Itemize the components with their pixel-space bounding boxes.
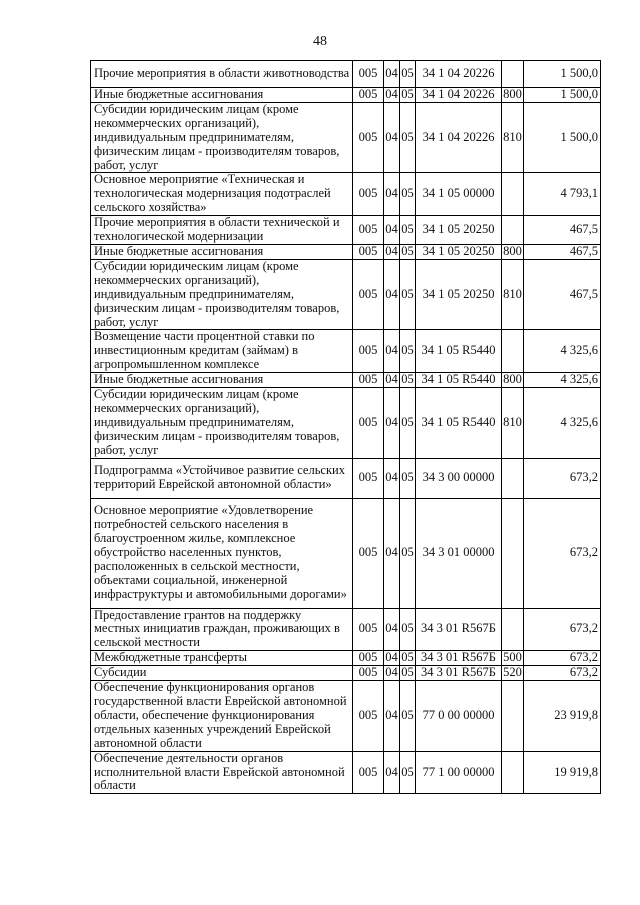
budget-table-body bbox=[91, 61, 601, 794]
cell-csr: 34 1 05 R5440 bbox=[416, 373, 502, 388]
cell-amount: 4 325,6 bbox=[524, 388, 601, 459]
table-row bbox=[91, 498, 601, 608]
cell-rz: 04 bbox=[385, 665, 398, 680]
cell-gr: 005 bbox=[353, 651, 384, 666]
cell-gr: 005 bbox=[353, 388, 384, 459]
cell-gr: 005 bbox=[353, 216, 384, 245]
cell-csr: 77 0 00 00000 bbox=[416, 681, 502, 752]
cell-gr: 005 bbox=[353, 88, 384, 103]
cell-pr: 05 bbox=[400, 388, 416, 459]
table-row bbox=[91, 666, 601, 681]
cell-vr bbox=[502, 458, 524, 498]
cell-vr bbox=[502, 498, 524, 608]
table-row bbox=[91, 388, 601, 459]
table-row bbox=[91, 458, 601, 498]
cell-csr: 34 1 05 20250 bbox=[416, 216, 502, 245]
cell-amount: 673,2 bbox=[524, 651, 601, 666]
table-row bbox=[91, 216, 601, 245]
cell-rz: 04 bbox=[384, 216, 400, 245]
cell-rz: 04 bbox=[384, 681, 400, 752]
cell-name: Иные бюджетные ассигнования bbox=[91, 373, 353, 388]
cell-vr bbox=[502, 751, 524, 794]
cell-amount: 467,5 bbox=[524, 216, 601, 245]
cell-vr: 810 bbox=[502, 388, 524, 459]
cell-amount: 467,5 bbox=[524, 244, 601, 259]
cell-rz: 04 bbox=[385, 87, 398, 101]
cell-gr: 005 bbox=[353, 102, 384, 173]
cell-vr: 810 bbox=[502, 102, 524, 173]
table-row bbox=[91, 330, 601, 373]
cell-name: Возмещение части процентной ставки по инвестиционным кредитам (займам) в агропромышленном комплексе bbox=[91, 330, 353, 373]
cell-csr: 34 1 04 20226 bbox=[416, 61, 502, 88]
cell-vr: 800 bbox=[503, 372, 522, 387]
cell-vr: 810 bbox=[502, 259, 524, 330]
cell-pr: 05 bbox=[400, 102, 416, 173]
cell-rz: 04 bbox=[384, 388, 400, 459]
table-row bbox=[91, 681, 601, 752]
cell-gr: 005 bbox=[353, 666, 384, 681]
cell-amount: 1 500,0 bbox=[524, 102, 601, 173]
table-row bbox=[91, 61, 601, 88]
table-row bbox=[91, 373, 601, 388]
cell-name: Субсидии юридическим лицам (кроме некоммерческих организаций), индивидуальным предпринимателям, физическим лицам - производителям товаров, работ, услуг bbox=[91, 102, 353, 173]
cell-amount: 673,2 bbox=[524, 458, 601, 498]
cell-gr: 005 bbox=[353, 330, 384, 373]
cell-vr: 800 bbox=[503, 243, 522, 258]
cell-gr: 005 bbox=[353, 173, 384, 216]
cell-csr: 34 1 04 20226 bbox=[416, 88, 502, 103]
cell-pr: 05 bbox=[400, 330, 416, 373]
cell-vr bbox=[502, 173, 524, 216]
cell-pr: 05 bbox=[400, 259, 416, 330]
cell-rz: 04 bbox=[384, 173, 400, 216]
cell-name: Обеспечение функционирования органов государственной власти Еврейской автономной области, обеспечение функционирования отдельных казенных учреждений Еврейской автономной области bbox=[91, 681, 353, 752]
cell-csr: 34 1 05 R5440 bbox=[416, 330, 502, 373]
cell-vr: 520 bbox=[503, 665, 522, 680]
cell-pr: 05 bbox=[400, 498, 416, 608]
cell-amount: 23 919,8 bbox=[524, 681, 601, 752]
table-row bbox=[91, 88, 601, 103]
cell-csr: 34 3 01 R567Б bbox=[416, 608, 502, 651]
cell-rz: 04 bbox=[385, 243, 398, 258]
cell-name: Основное мероприятие «Техническая и технологическая модернизация подотраслей сельского хозяйства» bbox=[91, 173, 353, 216]
cell-csr: 34 3 01 R567Б bbox=[416, 651, 502, 666]
table-row bbox=[91, 651, 601, 666]
cell-pr: 05 bbox=[400, 458, 416, 498]
cell-gr: 005 bbox=[353, 498, 384, 608]
cell-rz: 04 bbox=[385, 372, 398, 387]
table-row bbox=[91, 244, 601, 259]
cell-pr: 05 bbox=[400, 216, 416, 245]
cell-rz: 04 bbox=[384, 259, 400, 330]
cell-gr: 005 bbox=[353, 681, 384, 752]
cell-name: Межбюджетные трансферты bbox=[91, 651, 353, 666]
cell-amount: 4 793,1 bbox=[524, 173, 601, 216]
cell-gr: 005 bbox=[353, 61, 384, 88]
cell-rz: 04 bbox=[384, 608, 400, 651]
cell-name: Прочие мероприятия в области животноводства bbox=[91, 61, 353, 88]
cell-pr: 05 bbox=[400, 61, 416, 88]
budget-table bbox=[90, 60, 601, 794]
cell-pr: 05 bbox=[401, 665, 414, 680]
cell-rz: 04 bbox=[384, 330, 400, 373]
cell-name: Предоставление грантов на поддержку местных инициатив граждан, проживающих в сельской местности bbox=[91, 608, 353, 651]
cell-amount: 673,2 bbox=[524, 498, 601, 608]
cell-pr: 05 bbox=[401, 243, 414, 258]
cell-rz: 04 bbox=[384, 61, 400, 88]
cell-name: Субсидии юридическим лицам (кроме некоммерческих организаций), индивидуальным предпринимателям, физическим лицам - производителям товаров, работ, услуг bbox=[91, 259, 353, 330]
cell-vr bbox=[502, 61, 524, 88]
cell-gr: 005 bbox=[353, 751, 384, 794]
cell-csr: 34 3 01 00000 bbox=[416, 498, 502, 608]
table-row bbox=[91, 173, 601, 216]
cell-name: Иные бюджетные ассигнования bbox=[91, 88, 353, 103]
cell-name: Иные бюджетные ассигнования bbox=[91, 244, 353, 259]
cell-vr: 500 bbox=[503, 650, 522, 665]
cell-vr bbox=[502, 216, 524, 245]
table-row bbox=[91, 102, 601, 173]
cell-amount: 673,2 bbox=[524, 666, 601, 681]
cell-csr: 34 3 00 00000 bbox=[416, 458, 502, 498]
cell-gr: 005 bbox=[353, 259, 384, 330]
cell-gr: 005 bbox=[353, 244, 384, 259]
table-row bbox=[91, 608, 601, 651]
cell-vr bbox=[502, 681, 524, 752]
cell-csr: 34 1 05 00000 bbox=[416, 173, 502, 216]
cell-amount: 1 500,0 bbox=[524, 61, 601, 88]
cell-csr: 34 1 04 20226 bbox=[416, 102, 502, 173]
cell-amount: 4 325,6 bbox=[524, 373, 601, 388]
table-row bbox=[91, 259, 601, 330]
cell-gr: 005 bbox=[353, 373, 384, 388]
cell-amount: 4 325,6 bbox=[524, 330, 601, 373]
cell-rz: 04 bbox=[384, 498, 400, 608]
cell-amount: 1 500,0 bbox=[524, 88, 601, 103]
cell-pr: 05 bbox=[400, 681, 416, 752]
cell-name: Субсидии юридическим лицам (кроме некоммерческих организаций), индивидуальным предпринимателям, физическим лицам - производителям товаров, работ, услуг bbox=[91, 388, 353, 459]
cell-csr: 34 3 01 R567Б bbox=[416, 666, 502, 681]
cell-csr: 34 1 05 20250 bbox=[416, 244, 502, 259]
cell-csr: 77 1 00 00000 bbox=[416, 751, 502, 794]
cell-csr: 34 1 05 R5440 bbox=[416, 388, 502, 459]
cell-csr: 34 1 05 20250 bbox=[416, 259, 502, 330]
cell-pr: 05 bbox=[400, 751, 416, 794]
cell-name: Субсидии bbox=[91, 666, 353, 681]
cell-name: Подпрограмма «Устойчивое развитие сельских территорий Еврейской автономной области» bbox=[91, 458, 353, 498]
cell-gr: 005 bbox=[353, 458, 384, 498]
page-number: 48 bbox=[313, 34, 327, 49]
cell-rz: 04 bbox=[384, 102, 400, 173]
cell-amount: 467,5 bbox=[524, 259, 601, 330]
cell-vr: 800 bbox=[503, 87, 522, 101]
cell-pr: 05 bbox=[400, 173, 416, 216]
cell-pr: 05 bbox=[400, 608, 416, 651]
cell-pr: 05 bbox=[401, 650, 414, 665]
cell-vr bbox=[502, 330, 524, 373]
cell-rz: 04 bbox=[384, 458, 400, 498]
cell-name: Основное мероприятие «Удовлетворение потребностей сельского населения в благоустроенном жилье, комплексное обустройство населенных пунктов, расположенных в сельской местности, объектами социальной, инженерной инфраструктуры и автомобильными дорогами» bbox=[91, 498, 353, 608]
table-row bbox=[91, 751, 601, 794]
cell-amount: 673,2 bbox=[524, 608, 601, 651]
cell-amount: 19 919,8 bbox=[524, 751, 601, 794]
cell-name: Прочие мероприятия в области технической и технологической модернизации bbox=[91, 216, 353, 245]
cell-rz: 04 bbox=[385, 650, 398, 665]
cell-pr: 05 bbox=[401, 372, 414, 387]
cell-gr: 005 bbox=[353, 608, 384, 651]
cell-rz: 04 bbox=[384, 751, 400, 794]
cell-name: Обеспечение деятельности органов исполнительной власти Еврейской автономной области bbox=[91, 751, 353, 794]
cell-vr bbox=[502, 608, 524, 651]
cell-pr: 05 bbox=[401, 87, 414, 101]
